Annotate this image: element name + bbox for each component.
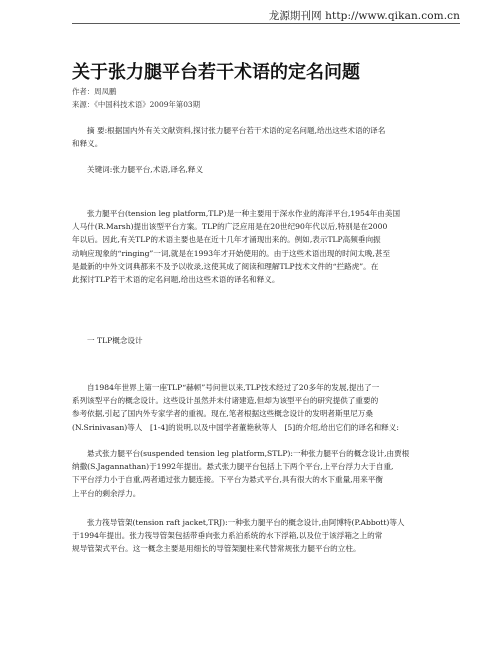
article-author: 作者：周凤鹏: [72, 87, 117, 96]
para-line: 纳撒(S.Jagannathan)于1992年提出。悬式张力腿平台包括上下两个平台,上平台浮力大于自重,: [72, 462, 394, 472]
intro-line: 张力腿平台(tension leg platform,TLP)是一种主要用于深水作业的海洋平台,1954年由美国: [87, 209, 401, 218]
intro-paragraph: [72, 207, 462, 286]
abstract: [72, 124, 462, 150]
abstract-line: 和释义。: [72, 139, 103, 149]
keywords: [72, 163, 462, 176]
section-heading: 一 TLP概念设计: [87, 336, 143, 345]
para-line: 参考依据,引起了国内外专家学者的重视。现在,笔者根据这些概念设计的发明者斯里尼万桑: [72, 409, 373, 419]
para-line: 张力筏导管架(tension raft jacket,TRJ):一种张力腿平台的概念设计,由阿博特(P.Abbott)等人: [87, 518, 405, 527]
intro-line: 人马什(R.Marsh)提出该型平台方案。TLP的广泛应用是在20世纪90年代以后,特别是在2000: [72, 222, 388, 232]
intro-line: 是最新的中外文词典都来不及予以收录,这使其成了阅读和理解TLP技术文件的“拦路虎”。在: [72, 261, 379, 271]
para-line: 系列该型平台的概念设计。这些设计虽然并未付诸建造,但却为该型平台的研究提供了重要的: [72, 396, 379, 406]
para-line: 悬式张力腿平台(suspended tension leg platform,STLP):一种张力腿平台的概念设计,由贾根: [87, 449, 410, 458]
para-line: 上平台的剩余浮力。: [72, 488, 141, 498]
article-source: 来源：《中国科技术语》2009年第03期: [72, 100, 200, 109]
section1-paragraph-1: [72, 381, 462, 434]
intro-line: 动响应现象的“ringing”一词,就是在1993年才开始使用的。由于这些术语出现的时间太晚,甚至: [72, 248, 391, 258]
para-line: 自1984年世界上第一座TLP“赫顿”号问世以来,TLP技术经过了20多年的发展,提出了一: [87, 383, 380, 392]
para-line: (N.Srinivasan)等人 [1-4]的说明,以及中国学者董艳秋等人 [5]的介绍,给出它们的译名和释义:: [72, 422, 399, 432]
header-rule: [72, 23, 460, 24]
para-line: 下平台浮力小于自重,两者通过张力腿连接。下平台为悬式平台,具有很大的水下重量,用来平衡: [72, 475, 383, 485]
abstract-line: 摘 要:根据国内外有关文献资料,探讨张力腿平台若干术语的定名问题,给出这些术语的译名: [87, 126, 386, 135]
intro-line: 年以后。因此,有关TLP的术语主要也是在近十几年才涌现出来的。例如,表示TLP高频垂向振: [72, 235, 381, 245]
section1-paragraph-2: [72, 447, 462, 500]
site-header[interactable]: 龙源期刊网 http://www.qikan.com.cn: [268, 10, 460, 22]
keywords-line: 关键词:张力腿平台,术语,译名,释义: [87, 165, 204, 174]
para-line: 规导管架式平台。这一概念主要是用细长的导管架腿柱来代替常规张力腿平台的立柱。: [72, 544, 361, 554]
para-line: 于1994年提出。张力筏导管架包括带垂向张力系泊系统的水下浮箱,以及位于该浮箱之上的常: [72, 531, 383, 541]
section1-paragraph-3: [72, 516, 462, 556]
article-title: 关于张力腿平台若干术语的定名问题: [72, 62, 360, 83]
intro-line: 此探讨TLP若干术语的定名问题,给出这些术语的译名和释义。: [72, 275, 280, 285]
